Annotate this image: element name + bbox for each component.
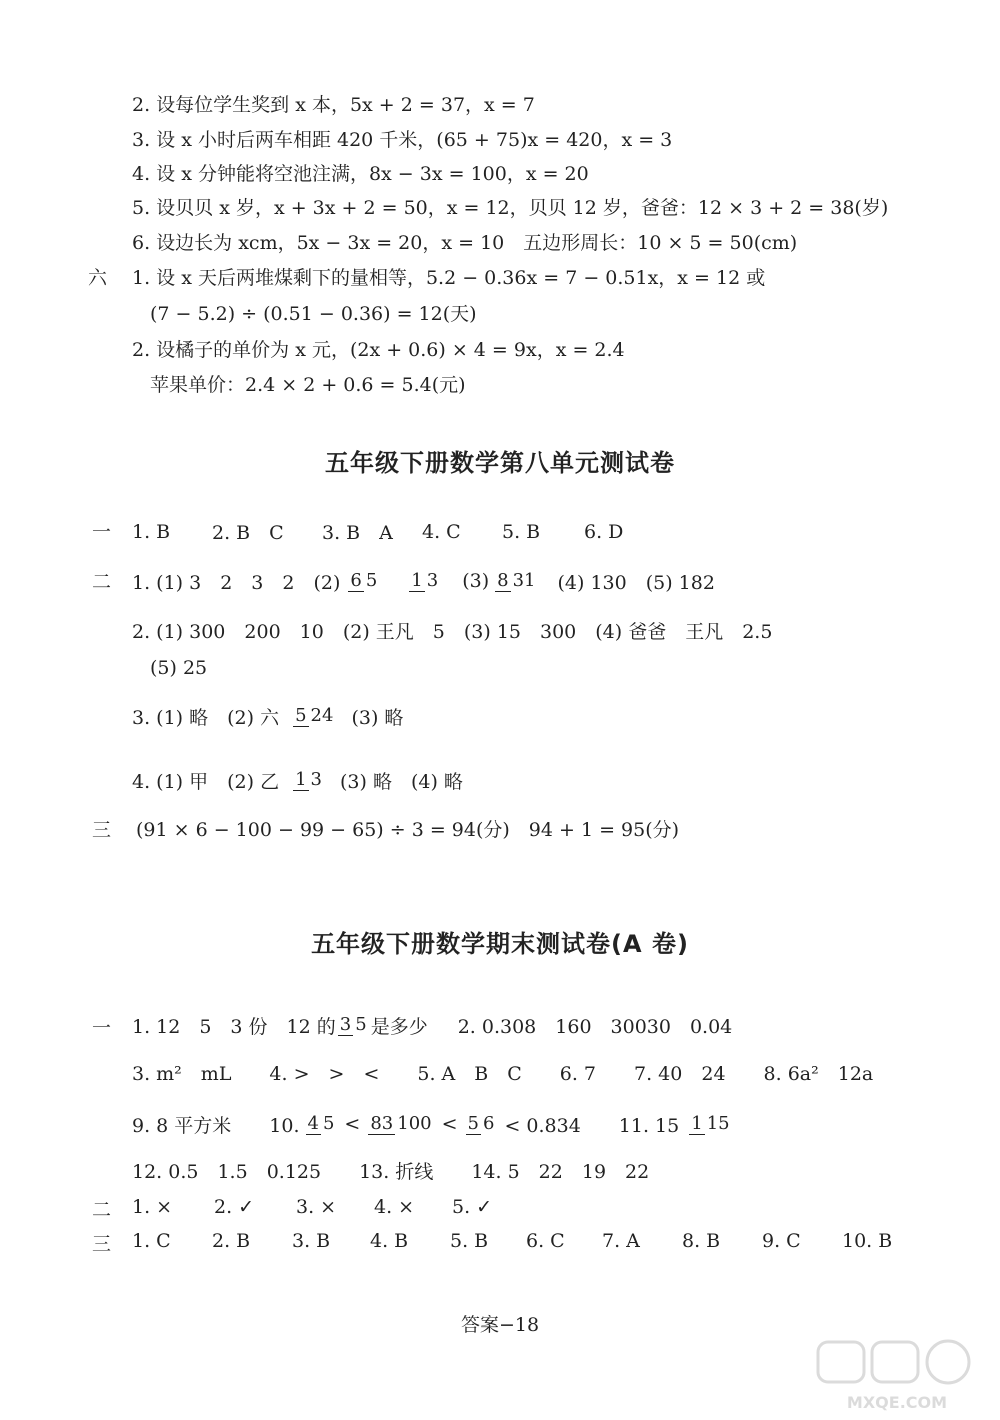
answer-text: (3) 略 xyxy=(351,706,404,729)
fraction: 1 15 xyxy=(691,1113,730,1134)
answer-row xyxy=(132,997,732,1053)
fraction: 3 5 xyxy=(339,1014,367,1035)
answer-line: (7 − 5.2) ÷ (0.51 − 0.36) = 12(天) xyxy=(150,303,477,325)
page-number: 答案−18 xyxy=(460,1314,540,1336)
section-title: 五年级下册数学第八单元测试卷 xyxy=(325,449,675,477)
answer-text: 4. (1) 甲 (2) 乙 xyxy=(132,770,280,793)
less-than: < xyxy=(441,1113,458,1135)
answer-item: 2. ✓ xyxy=(214,1196,255,1218)
answer-line: 4. 设 x 分钟能将空池注满，8x − 3x = 100，x = 20 xyxy=(132,163,589,185)
answer-item: 10. B xyxy=(842,1230,893,1252)
answer-text: 2. 0.308 160 30030 0.04 xyxy=(457,1015,733,1038)
answer-item: 4. B xyxy=(370,1230,409,1252)
answer-item: 9. C xyxy=(762,1230,801,1252)
fraction: 5 6 xyxy=(467,1113,495,1134)
answer-row xyxy=(132,518,623,545)
answer-line: 1. 设 x 天后两堆煤剩下的量相等，5.2 − 0.36x = 7 − 0.51x，x = 12 或 xyxy=(132,267,766,289)
answer-item: 6. C xyxy=(526,1230,565,1252)
answer-text: 是多少 xyxy=(370,1015,428,1038)
watermark-text: MXQE.COM xyxy=(846,1393,948,1412)
answer-line: 3. m² mL 4. > > < 5. A B C 6. 7 7. 40 24 8. 6a² 12a xyxy=(132,1063,874,1085)
answer-row xyxy=(132,1230,892,1252)
answer-item: 4. × xyxy=(374,1196,415,1218)
answer-item: 1. B xyxy=(132,520,171,543)
answer-item: 7. A xyxy=(602,1230,640,1252)
answer-line: 6. 设边长为 xcm，5x − 3x = 20，x = 10 五边形周长：10 × 5 = 50(cm) xyxy=(132,232,798,254)
answer-item: 3. B A xyxy=(322,522,393,544)
answer-row xyxy=(132,1196,492,1218)
answer-text: 1. 12 5 3 份 12 的 xyxy=(132,1015,336,1038)
less-than: < xyxy=(344,1113,361,1135)
section-marker: 二 xyxy=(92,571,112,593)
answer-line: 苹果单价：2.4 × 2 + 0.6 = 5.4(元) xyxy=(150,374,466,396)
section-marker: 一 xyxy=(92,1017,112,1039)
fraction: 4 5 xyxy=(307,1113,335,1134)
answer-item: 1. C xyxy=(132,1230,171,1252)
fraction: 1 3 xyxy=(295,769,322,790)
fraction: 8 31 xyxy=(497,570,536,591)
answer-row xyxy=(132,1096,734,1152)
fraction: 1 3 xyxy=(411,570,439,591)
answer-text: (4) 130 (5) 182 xyxy=(557,571,715,594)
section-marker: 二 xyxy=(92,1199,112,1221)
answer-item: 5. B xyxy=(502,520,541,543)
answer-row xyxy=(132,688,403,744)
answer-line: (91 × 6 − 100 − 99 − 65) ÷ 3 = 94(分) 94 + 1 = 95(分) xyxy=(136,819,680,841)
answer-item: 2. B C xyxy=(212,522,284,544)
watermark-logo xyxy=(812,1338,982,1414)
section-marker: 三 xyxy=(92,819,112,841)
answer-line: 12. 0.5 1.5 0.125 13. 折线 14. 5 22 19 22 xyxy=(132,1161,650,1183)
section-title: 五年级下册数学期末测试卷(A 卷) xyxy=(311,930,689,958)
section-marker: 一 xyxy=(92,521,112,543)
answer-text: (3) 略 (4) 略 xyxy=(339,770,463,793)
answer-row xyxy=(132,752,463,808)
answer-text: (3) xyxy=(462,570,490,592)
answer-item: 2. B xyxy=(212,1230,251,1252)
section-marker: 六 xyxy=(88,267,108,289)
answer-text: < 0.834 11. 15 xyxy=(504,1114,680,1137)
fraction: 6 5 xyxy=(350,570,378,591)
answer-item: 3. B xyxy=(292,1230,331,1252)
answer-text: 1. (1) 3 2 3 2 (2) xyxy=(132,571,341,594)
answer-item: 1. × xyxy=(132,1196,173,1218)
section-marker: 三 xyxy=(92,1233,112,1255)
answer-item: 4. C xyxy=(422,520,461,543)
answer-item: 6. D xyxy=(584,520,624,543)
answer-text: 3. (1) 略 (2) 六 xyxy=(132,706,280,729)
answer-line: 2. (1) 300 200 10 (2) 王凡 5 (3) 15 300 (4) 爸爸 王凡 2.5 xyxy=(132,621,773,643)
answer-line: 5. 设贝贝 x 岁，x + 3x + 2 = 50，x = 12，贝贝 12 岁，爸爸：12 × 3 + 2 = 38(岁) xyxy=(132,197,889,219)
answer-item: 5. B xyxy=(450,1230,489,1252)
answer-item: 3. × xyxy=(296,1196,337,1218)
answer-text: 9. 8 平方米 10. xyxy=(132,1114,300,1137)
answer-item: 8. B xyxy=(682,1230,721,1252)
answer-line: 3. 设 x 小时后两车相距 420 千米，(65 + 75)x = 420，x = 3 xyxy=(132,129,673,151)
answer-line: (5) 25 xyxy=(150,657,208,679)
answer-item: 5. ✓ xyxy=(452,1196,493,1218)
answer-row xyxy=(132,553,715,609)
answer-line: 2. 设每位学生奖到 x 本，5x + 2 = 37，x = 7 xyxy=(132,94,535,116)
fraction: 83 100 xyxy=(370,1113,432,1134)
fraction: 5 24 xyxy=(295,705,334,726)
answer-line: 2. 设橘子的单价为 x 元，(2x + 0.6) × 4 = 9x，x = 2.4 xyxy=(132,339,625,361)
